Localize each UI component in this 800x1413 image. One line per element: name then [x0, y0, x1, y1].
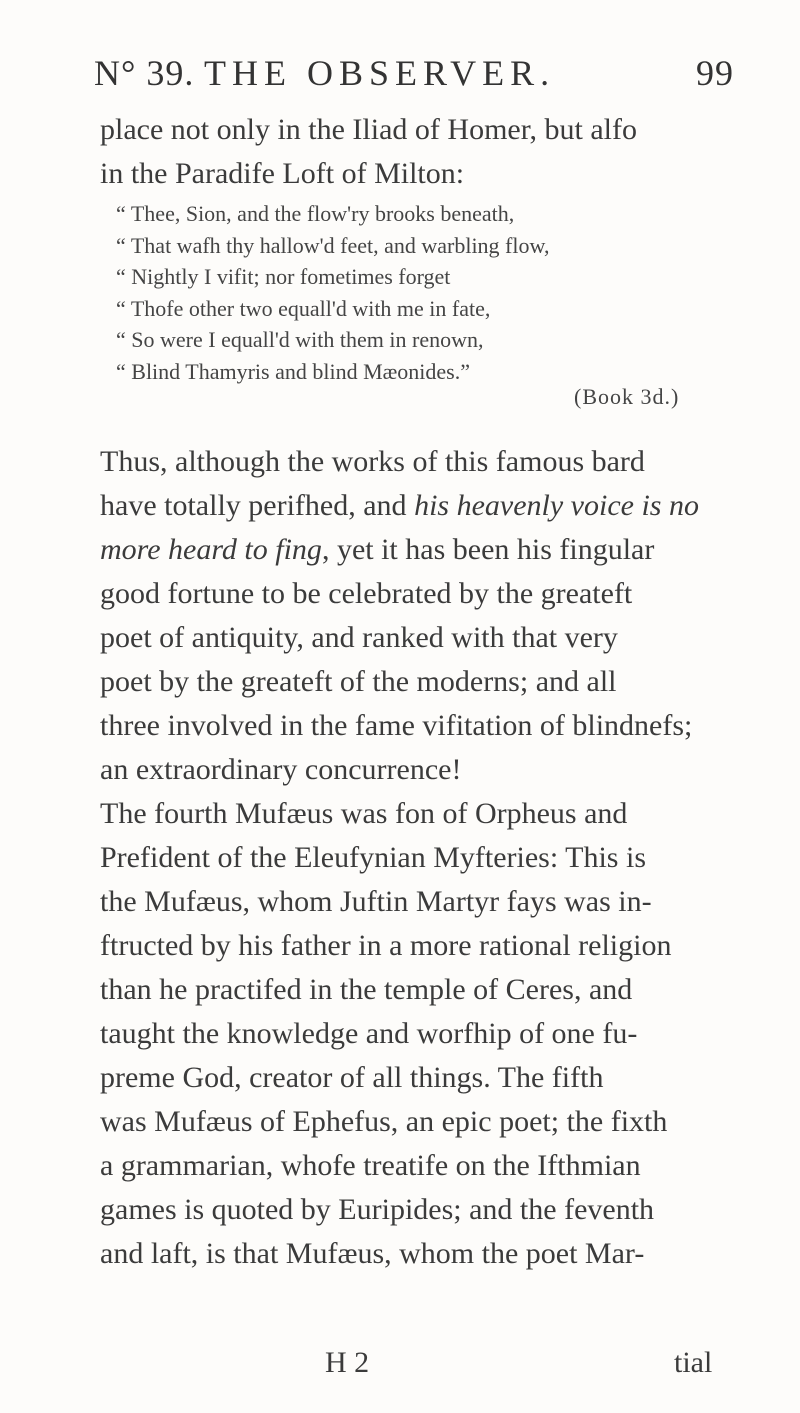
text-line: in the Paradife Loft of Milton:: [100, 157, 465, 190]
text-line: Thus, although the works of this famous bard: [100, 445, 645, 478]
verse-line: “ Nightly I vifit; nor fometimes forget: [116, 264, 451, 289]
text-line: good fortune to be celebrated by the greateft: [100, 577, 633, 610]
verse-quotation: [116, 198, 716, 387]
text-line: than he practifed in the temple of Ceres, and: [100, 973, 633, 1006]
body-paragraph: [100, 440, 720, 1276]
text-line: games is quoted by Euripides; and the feventh: [100, 1193, 655, 1226]
page-number: 99: [696, 53, 734, 93]
verse-citation: (Book 3d.): [574, 384, 680, 409]
italic-phrase: more heard to fing: [100, 533, 322, 566]
text-line: three involved in the fame vifitation of blindnefs;: [100, 709, 693, 742]
verse-line: “ That wafh thy hallow'd feet, and warbling flow,: [116, 232, 550, 258]
text-run: , yet it has been his fingular: [321, 533, 655, 566]
italic-phrase: his heavenly voice is no: [414, 489, 699, 522]
text-line: Prefident of the Eleufynian Myfteries: This is: [100, 841, 646, 874]
text-line: an extraordinary concurrence!: [100, 753, 462, 786]
text-line: place not only in the Iliad of Homer, but alfo: [100, 113, 637, 146]
text-line: the Mufæus, whom Juftin Martyr fays was in-: [100, 885, 652, 918]
text-line: poet by the greateft of the moderns; and all: [100, 665, 617, 698]
text-line: a grammarian, whofe treatife on the Ifthmian: [100, 1149, 641, 1182]
text-line: taught the knowledge and worfhip of one fu-: [100, 1017, 638, 1050]
catchword: tial: [674, 1346, 713, 1379]
intro-paragraph: [100, 108, 720, 196]
signature-mark: H 2: [325, 1346, 370, 1379]
text-line: poet of antiquity, and ranked with that very: [100, 621, 618, 654]
verse-line: “ Thofe other two equall'd with me in fate,: [116, 295, 491, 321]
text-line: The fourth Mufæus was fon of Orpheus and: [100, 797, 628, 830]
page-footer: [100, 1346, 720, 1390]
text-line: [100, 528, 720, 572]
text-line: [100, 484, 720, 528]
verse-line: “ Thee, Sion, and the flow'ry brooks beneath,: [116, 201, 515, 226]
verse-line: “ Blind Thamyris and blind Mæonides.”: [116, 358, 471, 384]
verse-line: “ So were I equall'd with them in renown,: [116, 327, 484, 352]
text-line: was Mufæus of Ephefus, an epic poet; the fixth: [100, 1105, 668, 1138]
issue-number: N° 39.: [94, 53, 195, 93]
running-title: THE OBSERVER.: [204, 53, 556, 93]
text-line: ftructed by his father in a more rational religion: [100, 929, 672, 962]
text-run: have totally perifhed, and: [100, 489, 415, 522]
text-line: and laft, is that Mufæus, whom the poet Mar-: [100, 1237, 645, 1270]
text-line: preme God, creator of all things. The fifth: [100, 1061, 604, 1094]
running-header: [94, 52, 734, 100]
